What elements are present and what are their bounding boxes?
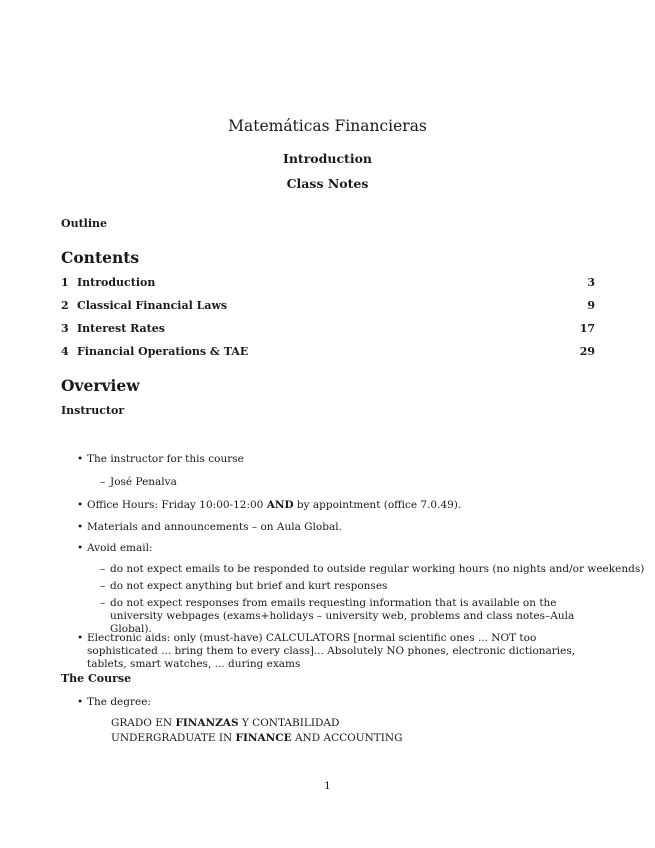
dash-icon: – [100, 476, 106, 488]
bullet-icon: • [77, 696, 84, 708]
outline-heading: Outline [61, 217, 108, 230]
list-item: • Office Hours: Friday 10:00-12:00 AND by appointment (office 7.0.49). [77, 499, 462, 511]
toc-page: 9 [587, 299, 595, 312]
bullet-icon: • [77, 521, 84, 533]
list-item: • Materials and announcements – on Aula Global. [77, 521, 342, 533]
dash-icon: – [100, 563, 106, 575]
degree-name-spanish: GRADO EN FINANZAS Y CONTABILIDAD [111, 717, 340, 729]
list-subitem: – do not expect emails to be responded to outside regular working hours (no nights and/or weekends) [100, 563, 645, 575]
contents-heading: Contents [61, 248, 140, 267]
toc-page: 17 [579, 322, 595, 335]
toc-label[interactable]: Classical Financial Laws [77, 299, 228, 312]
overview-heading: Overview [61, 376, 140, 395]
list-item: • The degree: [77, 696, 151, 708]
document-subtitle: Introduction [282, 151, 373, 166]
toc-number: 2 [61, 299, 69, 312]
toc-number: 4 [61, 345, 69, 358]
toc-label[interactable]: Interest Rates [77, 322, 165, 335]
bullet-icon: • [77, 453, 84, 465]
toc-label[interactable]: Introduction [77, 276, 156, 289]
instructor-name: José Penalva [110, 476, 177, 488]
bullet-icon: • [77, 632, 84, 644]
dash-icon: – [100, 597, 106, 609]
toc-number: 3 [61, 322, 69, 335]
degree-name-english: UNDERGRADUATE IN FINANCE AND ACCOUNTING [111, 732, 403, 744]
list-item: • Electronic aids: only (must-have) CALCULATORS [normal scientific ones ... NOT too sophisticated ... bring them to every class]... Absolutely NO phones, electronic dictionaries, tablets, smart watches, ... during exams [77, 632, 576, 670]
course-heading: The Course [61, 672, 132, 685]
list-item: • Avoid email: [77, 542, 153, 554]
toc-number: 1 [61, 276, 69, 289]
list-subitem: – do not expect responses from emails requesting information that is available on the university webpages (exams+holidays – university web, problems and class notes–Aula Global). [100, 597, 575, 635]
page-number: 1 [324, 780, 331, 792]
toc-label[interactable]: Financial Operations & TAE [77, 345, 249, 358]
list-subitem: – do not expect anything but brief and kurt responses [100, 580, 388, 592]
list-item: • The instructor for this course [77, 453, 244, 465]
toc-page: 3 [587, 276, 595, 289]
bullet-icon: • [77, 542, 84, 554]
document-title: Matemáticas Financieras [228, 117, 427, 135]
dash-icon: – [100, 580, 106, 592]
list-subitem [100, 476, 177, 489]
toc-page: 29 [579, 345, 595, 358]
bullet-icon: • [77, 499, 84, 511]
instructor-heading: Instructor [61, 404, 125, 417]
document-subtitle-notes: Class Notes [286, 176, 369, 191]
